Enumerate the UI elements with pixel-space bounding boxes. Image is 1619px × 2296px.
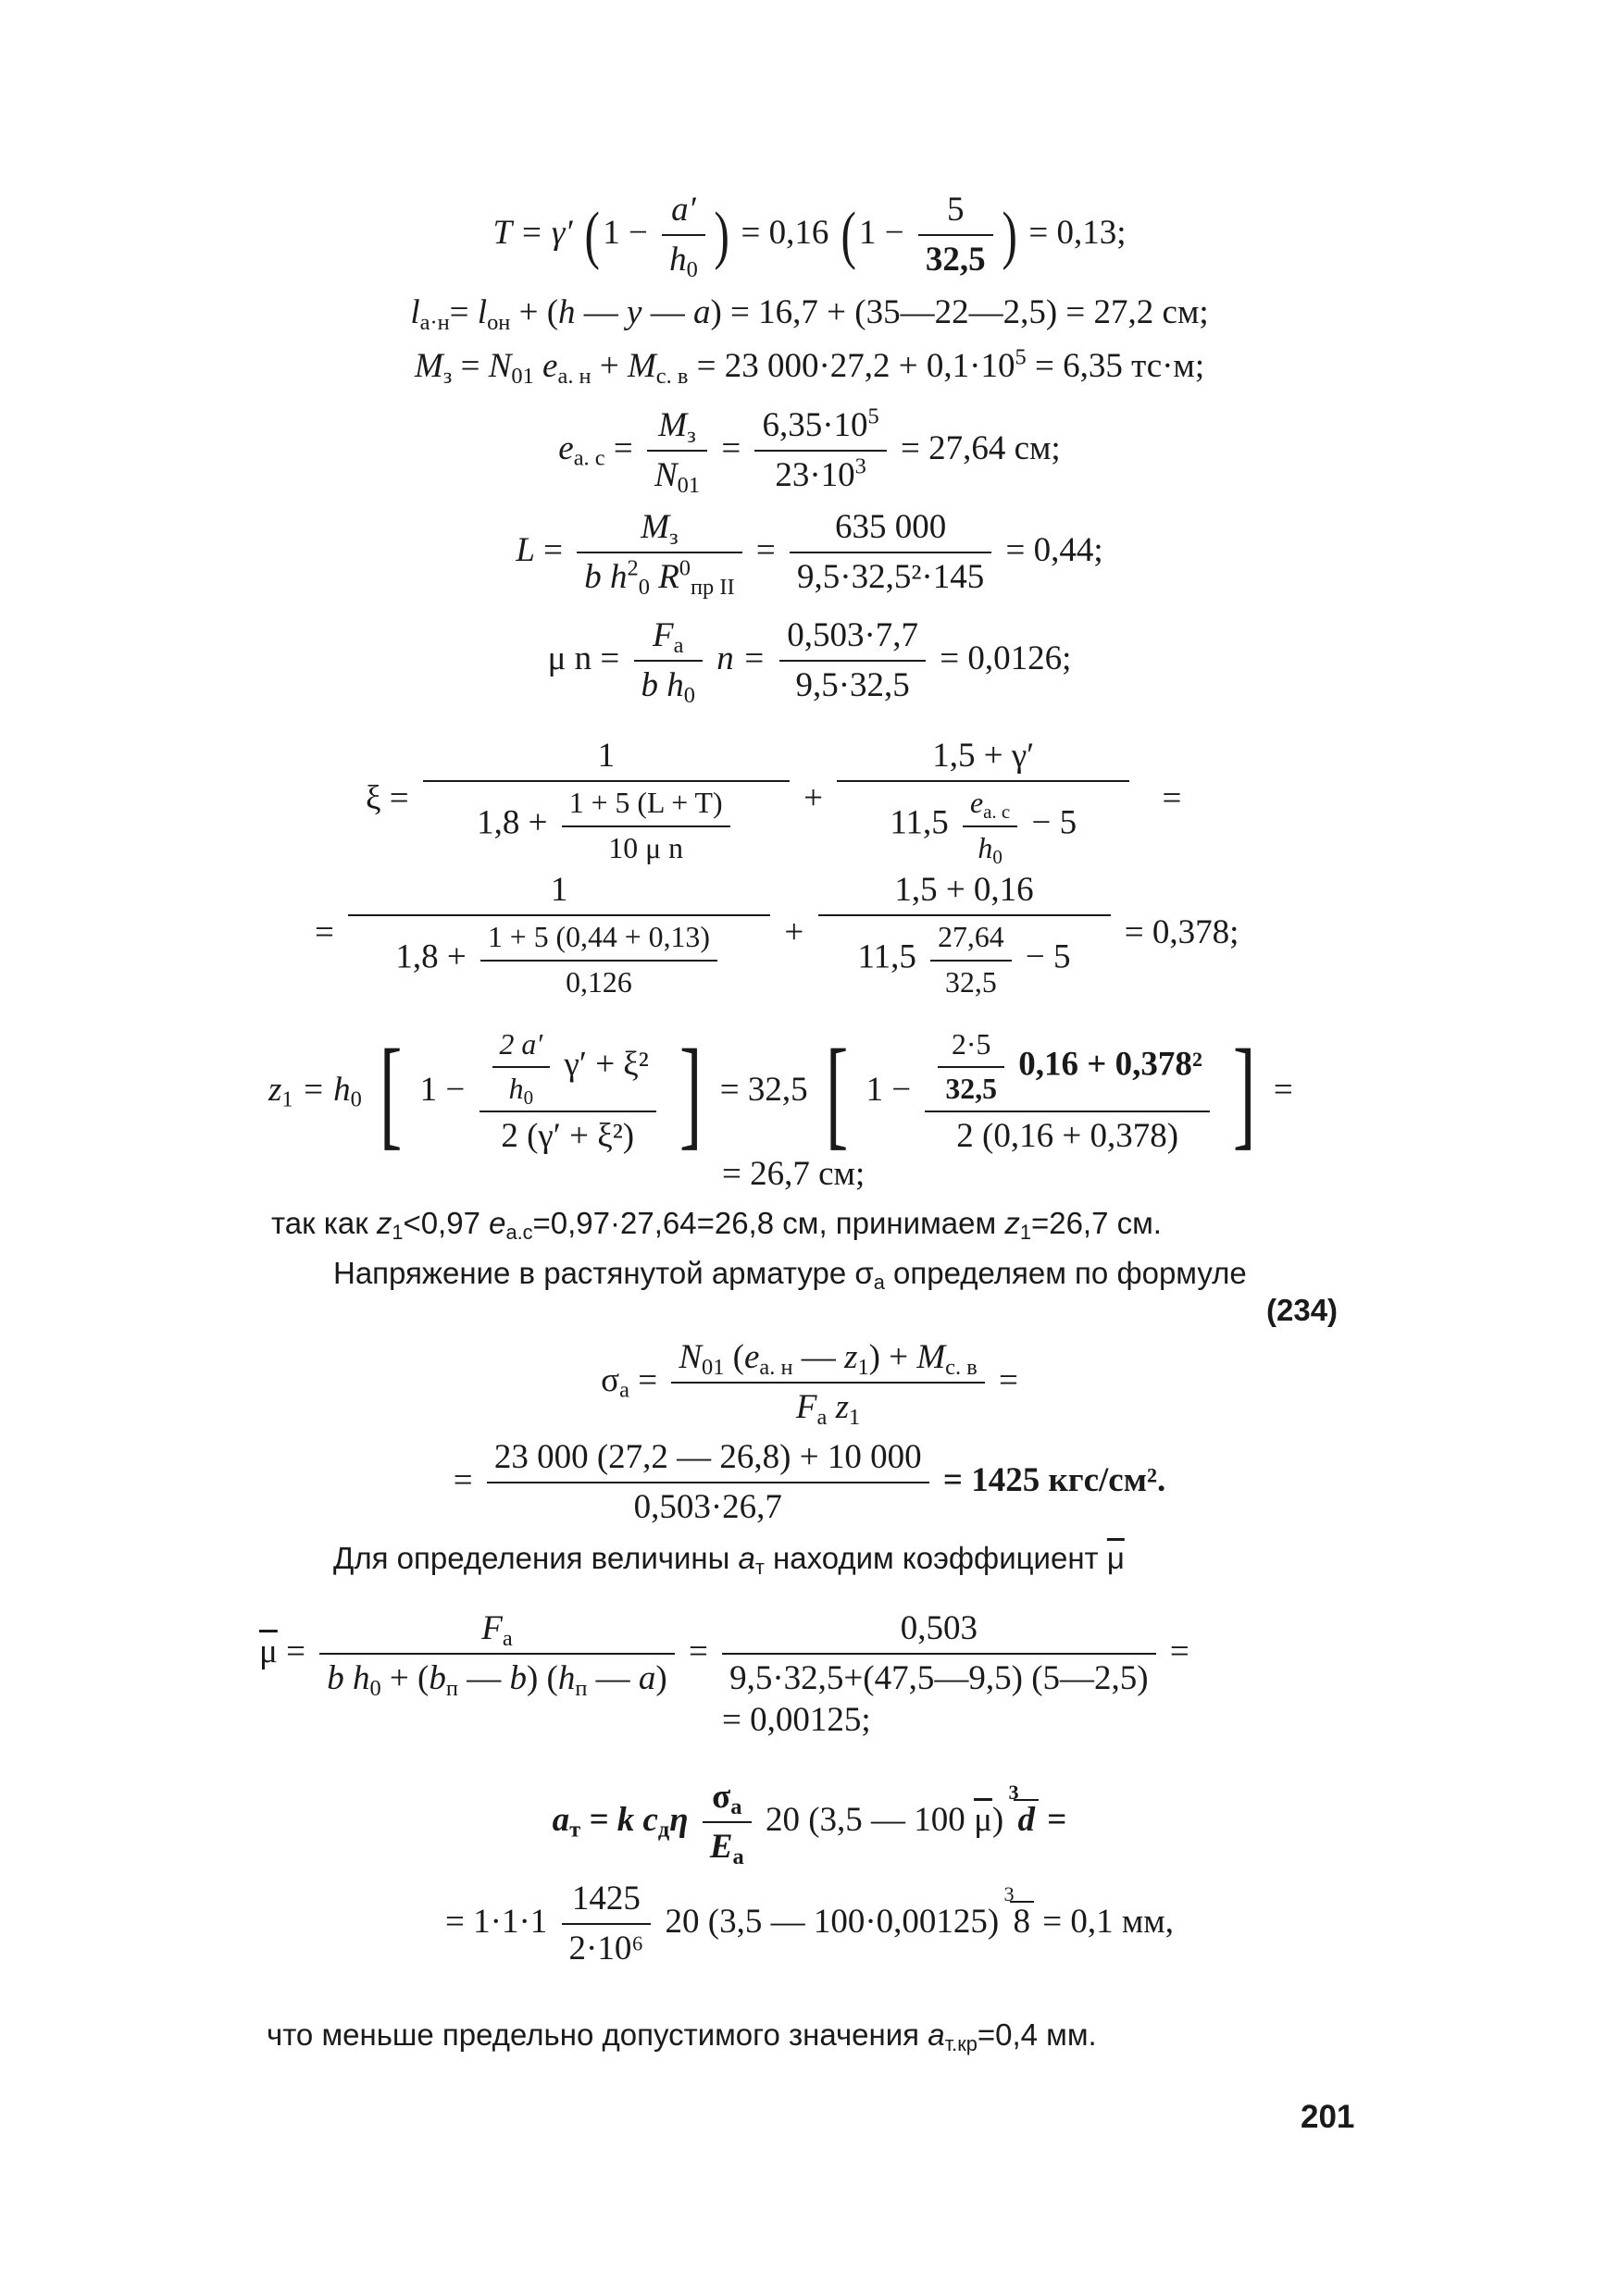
equation-aT-numeric: = 1·1·1 $\frac{1425}{\text{2·10⁶}}$ 20 (3,5 — 100·0,00125) 3 8 = 0,1 мм, [445,1880,1174,1968]
paragraph-since: так как $z_1<0,97$ $e_{а.с}=0,97\cdot 27,64=26,8$ см, принимаем $z_1=26,7$ см. [271,1206,1162,1245]
equation-eac: $e_{а. с}$ = $M_з$ $N_{01}$ = $\frac{6,35\cdot 10^5}{23\cdot 10^3}$ = 27,64 см; [558,403,1061,499]
equation-z1: $z_1 = h_0$ [ 1 − $\frac{2 a'}{h_0}$ γ′ + ξ² 2 (γ′ + ξ²) ] = 32,5 [ 1 − $\frac{2\cdot 5}{32,5}$ 0,16 + 0,378² 2 (0,16 + 0,378) ] = [268,1023,1293,1160]
equation-sigma-numeric: = $\frac{23 000 (27,2 — 26,8) + 10 000}{0,503\cdot 26,7}$ = 1425 кгс/см². [453,1438,1166,1527]
equation-sigma: $\sigma_а$ = $N_{01}$ ($e_{а. н}$ — $z_1) + M_{с. в}$ $F_а$ $z_1$ = [601,1338,1018,1431]
paragraph-mu: Для определения величины $a_т$ находим коэффициент $\overline{\mu}$ [333,1541,1125,1580]
paragraph-stress: Напряжение в растянутой арматуре $\sigma_а$ определяем по формуле [333,1256,1247,1295]
equation-M3: $M_з = N_{01}$ $e_{а. н} + M_{с. в} = 23$ $000\cdot 27,2 + 0,1\cdot 10^5 = 6,35$ тс·м; [414,344,1205,389]
equation-xi: ξ = 1 1,8 + $\frac{1 + 5 (L + T)}{\text{10 μ n}}$ + 1,5 + γ′ 11,5 $e_{а. с}$ $h_0$ − 5 = [366,737,1182,868]
equation-xi-numeric: = 1 1,8 + $\frac{1 + 5 (0,44 + 0,13)}{0,126}$ + 1,5 + 0,16 11,5 $\frac{27,64}{32,5}$ − 5 = 0,378; [315,871,1239,999]
paragraph-final: что меньше предельно допустимого значения $a_{т.кр}=0,4$ мм. [267,2017,1097,2056]
formula-reference: (234) [1266,1293,1339,1327]
equation-l-an: $l_{а\cdot н}= l_{он} + (h$ — y — a) = 16,7 + (35—22—2,5) = 27,2 см; [410,293,1209,335]
equation-z1-result: = 26,7 см; [722,1155,866,1193]
page-number: 201 [1301,2099,1355,2135]
equation-L: L = $M_з$ b $h^2_0$ $R^0_{пр II}$ = $\frac{635 000}{\text{9,5·32,5²·145}}$ = 0,44; [516,508,1103,601]
equation-T: T = γ′ (1 − $\frac{a'}{h_0}$ ) = 0,16 (1 − $\frac{5}{32,5}$ ) = 0,13; [492,191,1127,283]
equation-mu-bar-result: = 0,00125; [722,1701,871,1739]
equation-mu-n: μ n = $F_а$ b $h_0$ n = $\frac{0,503\cdot 7,7}{9,5\cdot 32,5}$ = 0,0126; [547,616,1072,709]
equation-mu-bar: $\overline{\mu}$ = $F_а$ b $h_0 + (b_п$ — b) ($h_п$ — a) = $\frac{0,503}{9,5\cdot 32,5+(47,5—9,5) (5—2,5)}$ = [259,1609,1189,1702]
equation-aT: $a_т = k$ $c_д\eta$ $\sigma_а$ $E_а$ 20 (3,5 — 100 $\overline{\mu}$) 3 d = [552,1778,1067,1870]
